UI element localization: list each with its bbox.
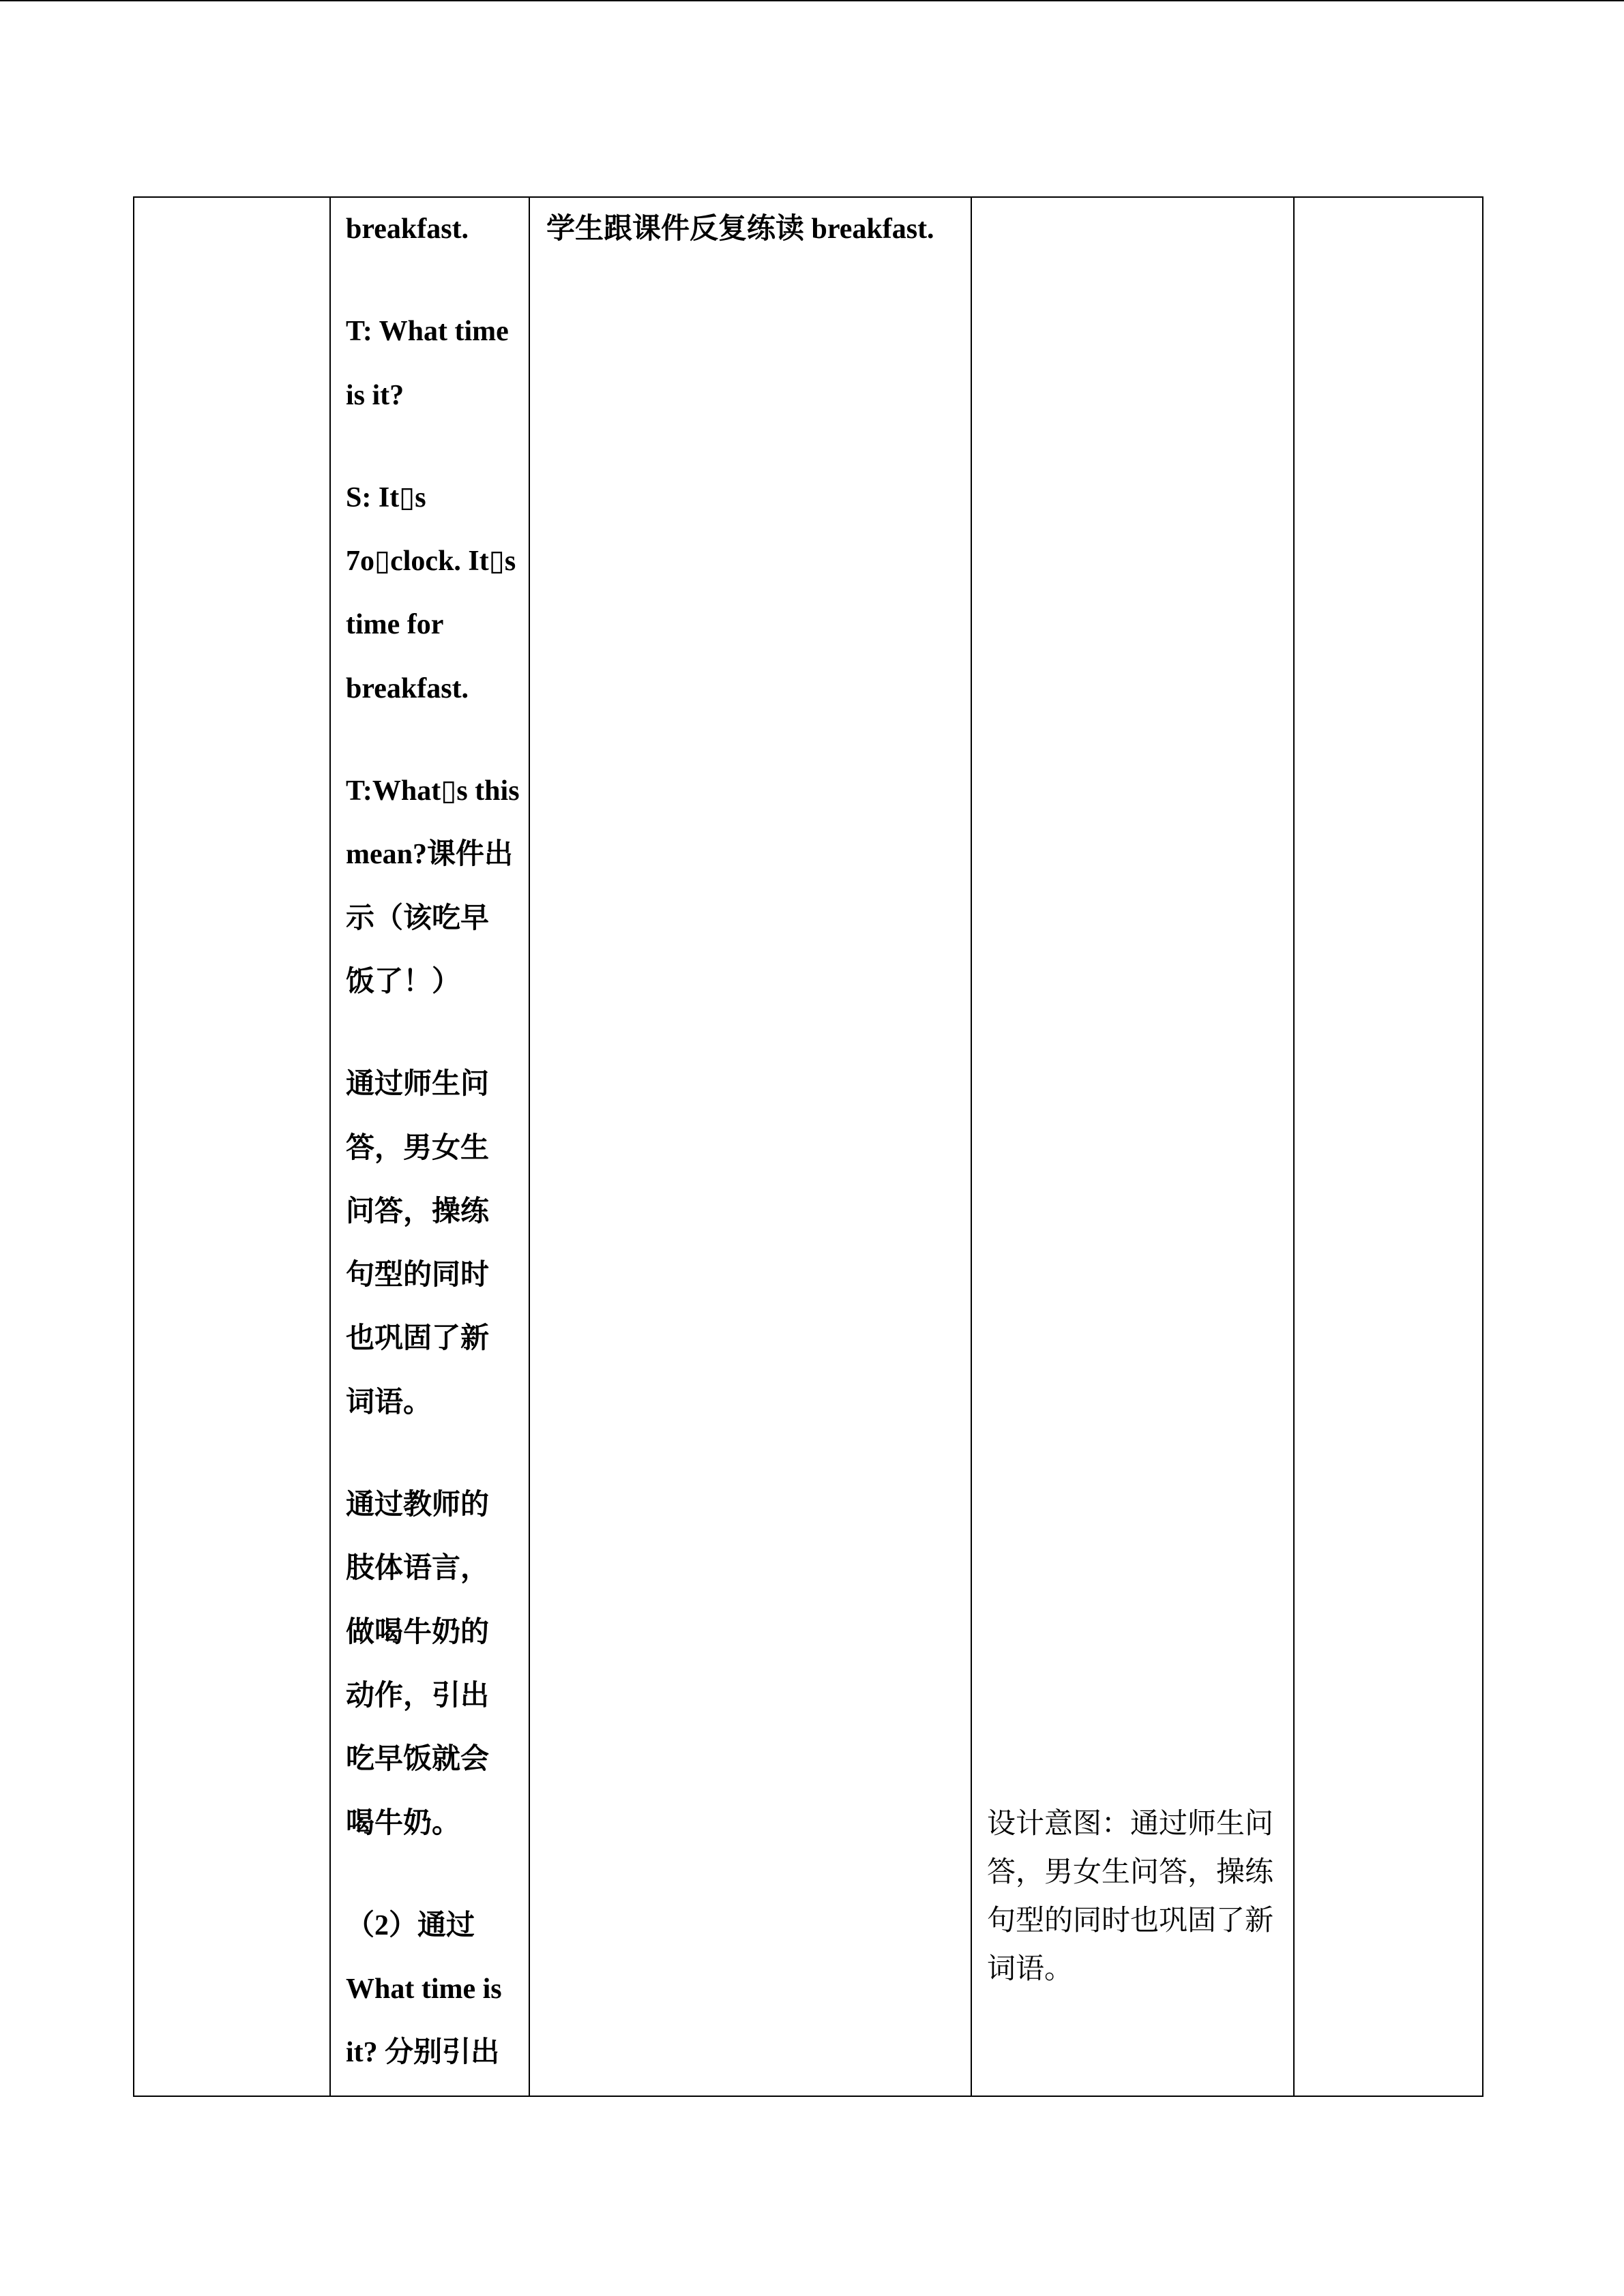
text-line: is it? (346, 379, 404, 411)
text-line: 动作，引出 (346, 1680, 490, 1712)
column-divider (1293, 198, 1295, 2096)
text-line: 句型的同时也巩固了新 (987, 1905, 1274, 1937)
text-line: 吃早饭就会 (346, 1744, 490, 1776)
activity-paragraph (346, 198, 529, 261)
text-line: 饭了！） (346, 966, 461, 998)
text-line: 通过教师的 (346, 1489, 490, 1521)
text-line: 也巩固了新 (346, 1323, 490, 1355)
text-line: 词语。 (346, 1386, 432, 1418)
text-line: breakfast. (346, 213, 469, 245)
text-line: 做喝牛奶的 (346, 1616, 490, 1648)
text-line: 喝牛奶。 (346, 1807, 461, 1839)
column-divider (529, 198, 530, 2096)
text-line: it? 分别引出 (346, 2037, 500, 2069)
text-line: 通过师生问 (346, 1069, 490, 1101)
teacher-activity-cell (329, 198, 529, 2085)
text-line: 答，男女生问答，操练 (987, 1857, 1274, 1888)
activity-paragraph (346, 1053, 529, 1435)
activity-paragraph (346, 760, 529, 1014)
text-line: 学生跟课件反复练读 breakfast. (546, 213, 934, 245)
activity-paragraph (346, 1894, 529, 2085)
text-line: 答，男女生 (346, 1132, 490, 1164)
text-line: What time is (346, 1973, 502, 2006)
activity-paragraph (346, 466, 529, 721)
text-line: time for (346, 609, 444, 641)
student-activity-cell (529, 198, 971, 261)
text-line: S: It▯s (346, 481, 426, 513)
text-line: 词语。 (987, 1954, 1074, 1985)
activity-paragraph (346, 1474, 529, 1855)
text-line: 问答，操练 (346, 1195, 490, 1227)
design-intent-cell (971, 1800, 1293, 1994)
text-line: 设计意图：通过师生问 (987, 1808, 1274, 1840)
text-line: T:What▯s this (346, 775, 520, 807)
activity-paragraph (346, 300, 529, 428)
text-line: 7o▯clock. It▯s (346, 546, 516, 578)
text-line: 肢体语言， (346, 1553, 490, 1585)
page-top-rule (0, 0, 1624, 1)
text-line: 示（该吃早 (346, 902, 490, 934)
lesson-plan-table (133, 196, 1483, 2097)
text-line: breakfast. (346, 672, 469, 704)
text-line: T: What time (346, 316, 509, 348)
text-line: 句型的同时 (346, 1259, 490, 1292)
text-line: （2）通过 (346, 1909, 475, 1941)
text-line: mean?课件出 (346, 839, 513, 871)
